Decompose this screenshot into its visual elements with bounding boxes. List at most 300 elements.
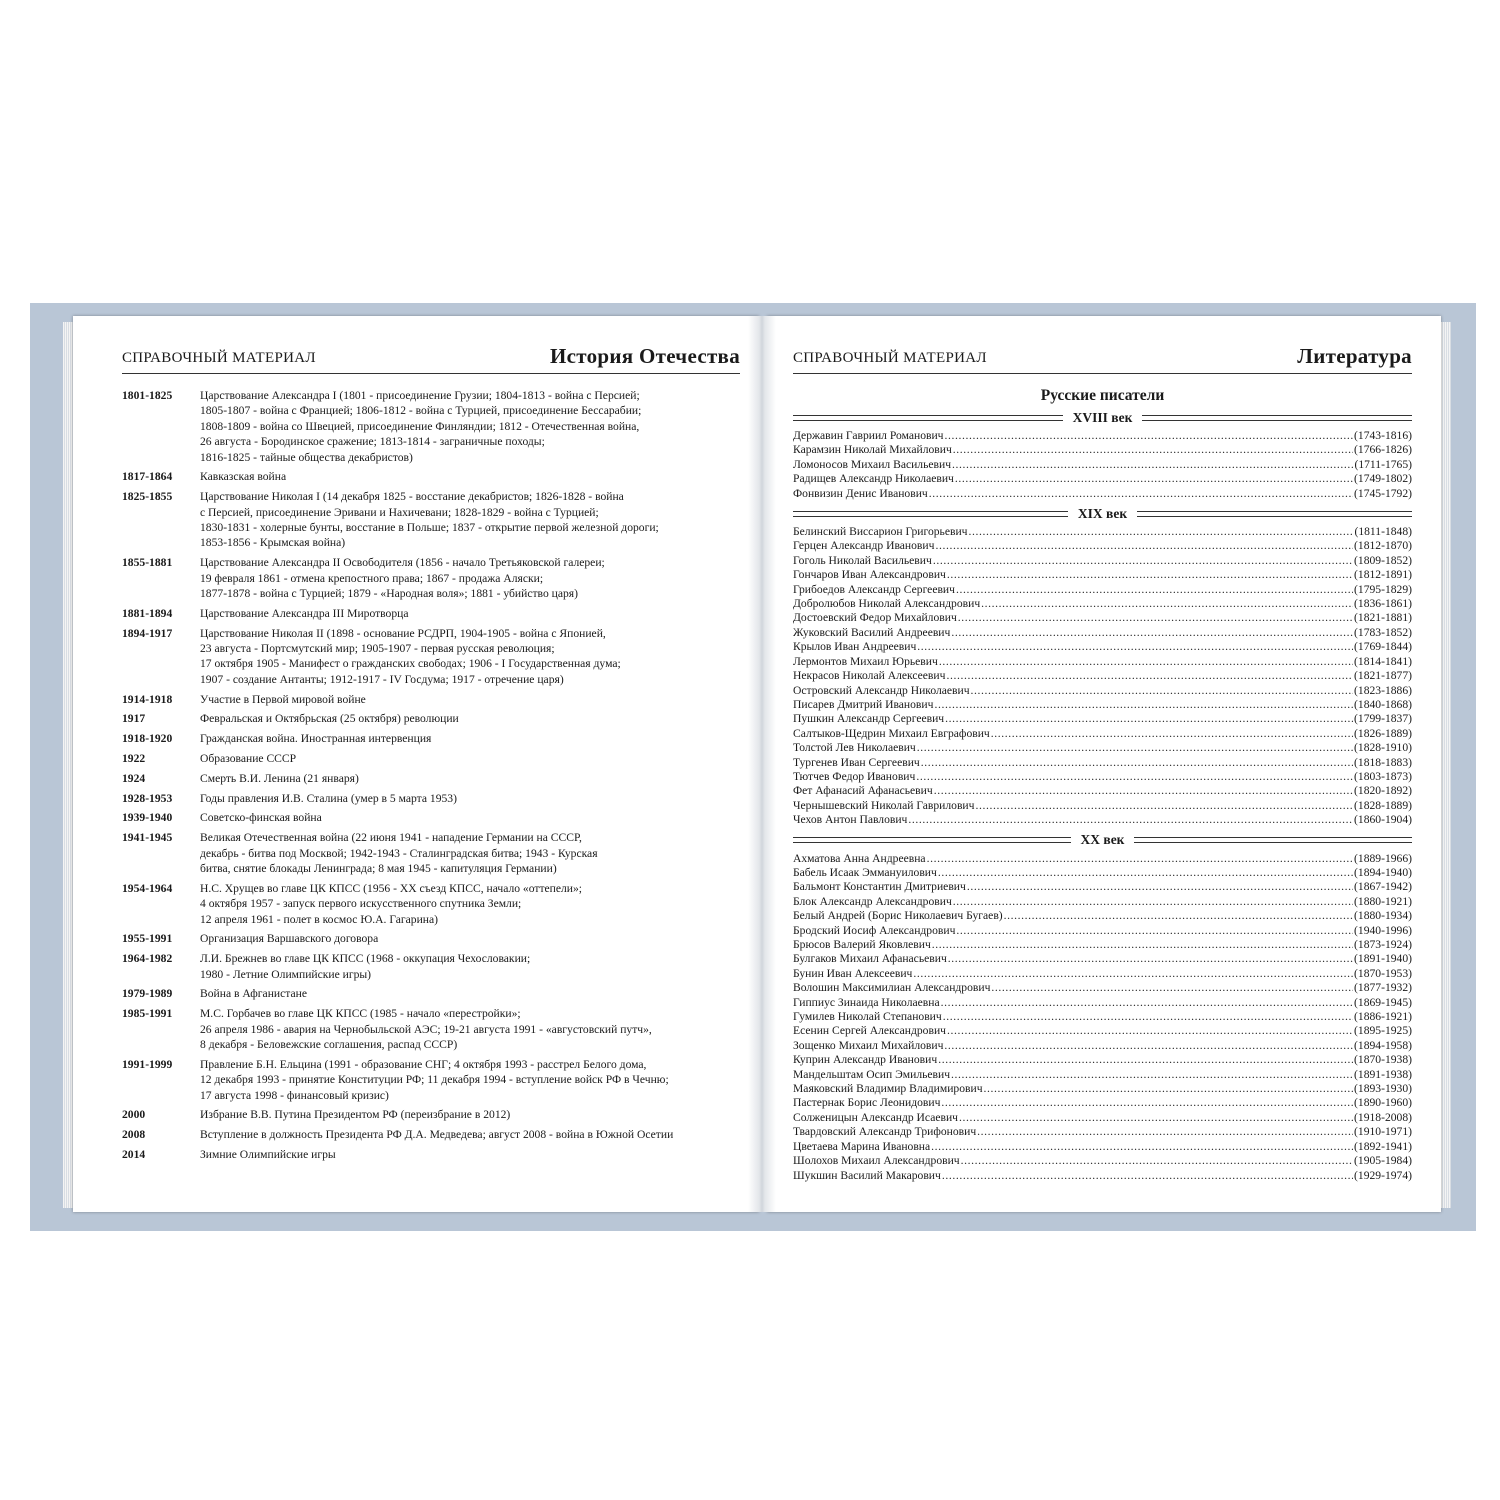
writer-entry xyxy=(793,539,1412,553)
timeline-description xyxy=(200,1057,742,1103)
writer-name: Маяковский Владимир Владимирович xyxy=(793,1082,983,1096)
writer-years: (1814-1841) xyxy=(1354,654,1412,668)
writer-years: (1870-1938) xyxy=(1354,1053,1412,1067)
century-label: XVIII век xyxy=(1072,409,1133,425)
timeline-description-line: Избрание В.В. Путина Президентом РФ (переизбрание в 2012) xyxy=(200,1108,511,1122)
timeline-description xyxy=(200,771,742,786)
dot-leader xyxy=(984,1082,1353,1096)
writer-name: Белинский Виссарион Григорьевич xyxy=(793,525,968,539)
writer-entry xyxy=(793,472,1412,486)
writer-entry xyxy=(793,799,1412,813)
dot-leader xyxy=(934,784,1353,798)
timeline-year: 1801-1825 xyxy=(122,389,173,402)
writer-entry xyxy=(793,813,1412,827)
writer-entry xyxy=(793,1053,1412,1067)
writer-name: Жуковский Василий Андреевич xyxy=(793,625,951,639)
writer-name: Бродский Иосиф Александрович xyxy=(793,923,956,937)
century-label: XX век xyxy=(1080,832,1125,848)
timeline-description-line: 17 октября 1905 - Манифест о гражданских свободах; 1906 - I Государственная дума; xyxy=(200,657,621,671)
dot-leader xyxy=(941,996,1353,1010)
dot-leader xyxy=(943,1010,1353,1024)
century-heading xyxy=(793,832,1412,849)
timeline-entry xyxy=(122,791,742,806)
timeline-description-line: Царствование Николая I (14 декабря 1825 - восстание декабристов; 1826-1828 - война xyxy=(200,490,624,504)
writer-years: (1818-1883) xyxy=(1354,755,1412,769)
timeline-entry xyxy=(122,771,742,786)
writer-name: Гиппиус Зинаида Николаевна xyxy=(793,995,940,1009)
dot-leader xyxy=(946,669,1353,683)
timeline-description-line: 12 декабря 1993 - принятие Конституции РФ; 11 декабря 1994 - вступление войск РФ в Чечню; xyxy=(200,1073,669,1087)
writer-name: Твардовский Александр Трифонович xyxy=(793,1125,977,1139)
writer-entry xyxy=(793,909,1412,923)
dot-leader xyxy=(948,952,1353,966)
timeline-description-line: 8 декабря - Беловежские соглашения, распад СССР) xyxy=(200,1038,458,1052)
writer-name: Тургенев Иван Сергеевич xyxy=(793,755,920,769)
writer-name: Гумилев Николай Степанович xyxy=(793,1010,942,1024)
writer-entry xyxy=(793,952,1412,966)
timeline-entry xyxy=(122,731,742,746)
timeline-description-line: 12 апреля 1961 - полет в космос Ю.А. Гагарина) xyxy=(200,912,439,926)
timeline-description-line: 1907 - создание Антанты; 1912-1917 - IV Госдума; 1917 - отречение царя) xyxy=(200,672,564,686)
writer-years: (1889-1966) xyxy=(1354,851,1412,865)
timeline-description xyxy=(200,626,742,688)
timeline-year: 1964-1982 xyxy=(122,952,173,966)
timeline-description-line: Л.И. Брежнев во главе ЦК КПСС (1968 - оккупация Чехословакии; xyxy=(200,952,531,966)
timeline-description xyxy=(200,751,742,766)
timeline-description-line: Организация Варшавского договора xyxy=(200,932,379,946)
timeline-year: 1917 xyxy=(122,712,146,726)
writer-years: (1905-1984) xyxy=(1354,1154,1412,1168)
timeline-description xyxy=(200,881,742,927)
writer-entry xyxy=(793,770,1412,784)
timeline-year: 1928-1953 xyxy=(122,791,173,805)
dot-leader xyxy=(944,1039,1353,1053)
writer-entry xyxy=(793,429,1412,443)
timeline-year: 2008 xyxy=(122,1128,146,1142)
writer-years: (1803-1873) xyxy=(1354,769,1412,783)
timeline-year: 1922 xyxy=(122,752,146,766)
timeline-entry xyxy=(122,1107,742,1122)
writer-name: Блок Александр Александрович xyxy=(793,894,952,908)
writer-entry xyxy=(793,712,1412,726)
timeline-description xyxy=(200,931,742,946)
timeline-description-line: Гражданская война. Иностранная интервенция xyxy=(200,732,432,746)
writer-years: (1895-1925) xyxy=(1354,1024,1412,1038)
dot-leader xyxy=(956,583,1353,597)
right-page-header xyxy=(793,343,1412,374)
writer-years: (1869-1945) xyxy=(1354,995,1412,1009)
timeline-description xyxy=(200,606,742,621)
writer-name: Салтыков-Щедрин Михаил Евграфович xyxy=(793,726,990,740)
writer-years: (1812-1891) xyxy=(1354,568,1412,582)
page-edges-right xyxy=(1441,322,1451,1208)
timeline-description xyxy=(200,489,742,551)
writer-years: (1940-1996) xyxy=(1354,923,1412,937)
timeline-entry xyxy=(122,692,742,707)
century-heading xyxy=(793,409,1412,426)
dot-leader xyxy=(961,1154,1353,1168)
heading-rule xyxy=(793,511,1068,517)
writer-entry xyxy=(793,1125,1412,1139)
timeline-description-line: 23 августа - Портсмутский мир; 1905-1907 - первая русская революция; xyxy=(200,642,555,656)
writer-years: (1929-1974) xyxy=(1354,1168,1412,1182)
timeline-entry xyxy=(122,1006,742,1052)
timeline-description-line: Царствование Николая II (1898 - основание РСДРП, 1904-1905 - война с Японией, xyxy=(200,626,606,640)
writer-years: (1894-1940) xyxy=(1354,865,1412,879)
dot-leader xyxy=(951,1068,1353,1082)
writer-entry xyxy=(793,1096,1412,1110)
dot-leader xyxy=(991,981,1353,995)
dot-leader xyxy=(939,655,1353,669)
timeline-description-line: 1853-1856 - Крымская война) xyxy=(200,536,346,550)
writer-name: Шукшин Василий Макарович xyxy=(793,1168,941,1182)
writer-years: (1743-1816) xyxy=(1354,429,1412,442)
heading-rule xyxy=(793,837,1071,843)
right-page-title: Литература xyxy=(1297,344,1412,368)
writer-years: (1867-1942) xyxy=(1354,880,1412,894)
writer-years: (1840-1868) xyxy=(1354,697,1412,711)
timeline-description-line: 17 августа 1998 - финансовый кризис) xyxy=(200,1088,389,1102)
writer-years: (1860-1904) xyxy=(1354,813,1412,827)
timeline-description xyxy=(200,711,742,726)
writer-entry xyxy=(793,1154,1412,1168)
timeline-description xyxy=(200,951,742,982)
writer-name: Пушкин Александр Сергеевич xyxy=(793,712,945,726)
writer-years: (1918-2008) xyxy=(1354,1110,1412,1124)
writer-entry xyxy=(793,756,1412,770)
writer-years: (1820-1892) xyxy=(1354,784,1412,798)
writer-name: Цветаева Марина Ивановна xyxy=(793,1139,931,1153)
writer-name: Карамзин Николай Михайлович xyxy=(793,443,952,457)
writer-years: (1826-1889) xyxy=(1354,726,1412,740)
writer-name: Грибоедов Александр Сергеевич xyxy=(793,582,955,596)
timeline-description-line: Образование СССР xyxy=(200,752,297,766)
timeline-description xyxy=(200,810,742,825)
dot-leader xyxy=(945,429,1354,443)
timeline-entry xyxy=(122,711,742,726)
writer-years: (1766-1826) xyxy=(1354,443,1412,457)
writer-years: (1749-1802) xyxy=(1354,472,1412,486)
writer-years: (1821-1877) xyxy=(1354,669,1412,683)
writer-years: (1880-1934) xyxy=(1354,909,1412,923)
page-edges-left xyxy=(63,322,73,1208)
timeline-entry xyxy=(122,1127,742,1142)
writer-name: Солженицын Александр Исаевич xyxy=(793,1110,959,1124)
writer-years: (1711-1765) xyxy=(1354,457,1412,471)
writer-entry xyxy=(793,554,1412,568)
writer-name: Писарев Дмитрий Иванович xyxy=(793,697,934,711)
timeline-description xyxy=(200,731,742,746)
writer-entry xyxy=(793,1039,1412,1053)
timeline-entry xyxy=(122,830,742,876)
writer-name: Зощенко Михаил Михайлович xyxy=(793,1038,944,1052)
writer-entry xyxy=(793,525,1412,539)
dot-leader xyxy=(938,1053,1353,1067)
timeline-year: 1954-1964 xyxy=(122,881,173,895)
writer-name: Добролюбов Николай Александрович xyxy=(793,597,981,611)
writer-entry xyxy=(793,1169,1412,1183)
timeline-description xyxy=(200,388,742,465)
writer-name: Булгаков Михаил Афанасьевич xyxy=(793,952,947,966)
dot-leader xyxy=(1004,909,1353,923)
writer-entry xyxy=(793,727,1412,741)
writer-entry xyxy=(793,487,1412,501)
writer-years: (1892-1941) xyxy=(1354,1139,1412,1153)
timeline-description-line: 1830-1831 - холерные бунты, восстание в Польше; 1837 - открытие первой железной дороги; xyxy=(200,521,659,535)
writer-entry xyxy=(793,967,1412,981)
timeline-description-line: 26 августа - Бородинское сражение; 1813-1814 - заграничные походы; xyxy=(200,435,545,449)
timeline-description-line: 1808-1809 - война со Швецией, присоединение Финляндии; 1812 - Отечественная война, xyxy=(200,419,640,433)
writer-years: (1812-1870) xyxy=(1354,539,1412,553)
writer-years: (1783-1852) xyxy=(1354,625,1412,639)
dot-leader xyxy=(953,443,1353,457)
writer-years: (1891-1940) xyxy=(1354,952,1412,966)
timeline-year: 1855-1881 xyxy=(122,556,173,570)
timeline-entry xyxy=(122,986,742,1001)
dot-leader xyxy=(931,1140,1353,1154)
dot-leader xyxy=(968,525,1353,539)
timeline-description xyxy=(200,1107,742,1122)
writer-years: (1769-1844) xyxy=(1354,640,1412,654)
writer-entry xyxy=(793,1068,1412,1082)
timeline-description xyxy=(200,555,742,601)
dot-leader xyxy=(981,597,1353,611)
writer-entry xyxy=(793,784,1412,798)
timeline-description-line: битва, снятие блокады Ленинграда; 8 мая 1945 - капитуляция Германии) xyxy=(200,862,557,876)
writer-entry xyxy=(793,698,1412,712)
timeline-description-line: Вступление в должность Президента РФ Д.А. Медведева; август 2008 - война в Южной Осетии xyxy=(200,1128,674,1142)
timeline-description xyxy=(200,1147,742,1162)
dot-leader xyxy=(927,852,1353,866)
timeline-year: 1914-1918 xyxy=(122,692,173,706)
writer-entry xyxy=(793,938,1412,952)
writer-name: Ахматова Анна Андреевна xyxy=(793,851,926,865)
writer-entry xyxy=(793,1082,1412,1096)
timeline-description-line: Февральская и Октябрьская (25 октября) революции xyxy=(200,712,459,726)
writer-name: Бальмонт Константин Дмитриевич xyxy=(793,880,966,894)
left-section-label: СПРАВОЧНЫЙ МАТЕРИАЛ xyxy=(122,350,316,366)
heading-rule xyxy=(793,415,1063,421)
timeline-description-line: Война в Афганистане xyxy=(200,987,307,1001)
writers-section-list xyxy=(793,852,1412,1183)
dot-leader xyxy=(934,698,1353,712)
writer-entry xyxy=(793,655,1412,669)
writer-entry xyxy=(793,852,1412,866)
writer-years: (1877-1932) xyxy=(1354,981,1412,995)
dot-leader xyxy=(916,770,1353,784)
writer-name: Гоголь Николай Васильевич xyxy=(793,553,932,567)
writer-entry xyxy=(793,626,1412,640)
timeline-year: 1918-1920 xyxy=(122,732,173,746)
dot-leader xyxy=(975,799,1353,813)
dot-leader xyxy=(941,1096,1353,1110)
writer-entry xyxy=(793,996,1412,1010)
writer-name: Чернышевский Николай Гаврилович xyxy=(793,798,975,812)
dot-leader xyxy=(913,967,1353,981)
writer-entry xyxy=(793,866,1412,880)
writer-entry xyxy=(793,458,1412,472)
writer-entry xyxy=(793,1024,1412,1038)
timeline-description-line: Годы правления И.В. Сталина (умер в 5 марта 1953) xyxy=(200,791,457,805)
dot-leader xyxy=(938,866,1353,880)
writer-name: Фет Афанасий Афанасьевич xyxy=(793,784,933,798)
timeline-description-line: 1816-1825 - тайные общества декабристов) xyxy=(200,450,413,464)
timeline-description-line: 4 октября 1957 - запуск первого искусственного спутника Земли; xyxy=(200,897,522,911)
writer-name: Бабель Исаак Эммануилович xyxy=(793,865,937,879)
timeline-year: 1825-1855 xyxy=(122,490,173,504)
timeline-description-line: 19 февраля 1861 - отмена крепостного права; 1867 - продажа Аляски; xyxy=(200,571,544,585)
writer-entry xyxy=(793,443,1412,457)
timeline-year: 1939-1940 xyxy=(122,811,173,825)
dot-leader xyxy=(942,1169,1353,1183)
writer-years: (1891-1938) xyxy=(1354,1067,1412,1081)
writer-years: (1910-1971) xyxy=(1354,1125,1412,1139)
timeline-description-line: Царствование Александра II Освободителя (1856 - начало Третьяковской галереи; xyxy=(200,556,605,570)
writer-name: Ломоносов Михаил Васильевич xyxy=(793,457,952,471)
book-gutter xyxy=(748,316,776,1212)
writer-entry xyxy=(793,895,1412,909)
writer-entry xyxy=(793,568,1412,582)
dot-leader xyxy=(971,684,1353,698)
writer-name: Чехов Антон Павлович xyxy=(793,813,908,827)
writer-years: (1836-1861) xyxy=(1354,597,1412,611)
writer-name: Пастернак Борис Леонидович xyxy=(793,1096,941,1110)
dot-leader xyxy=(921,756,1353,770)
timeline-description-line: Царствование Александра I (1801 - присоединение Грузии; 1804-1813 - война с Персией; xyxy=(200,389,640,402)
writer-name: Некрасов Николай Алексеевич xyxy=(793,669,946,683)
writer-years: (1745-1792) xyxy=(1354,486,1412,500)
timeline-description-line: декабрь - битва под Москвой; 1942-1943 - Сталинградская битва; 1943 - Курская xyxy=(200,846,598,860)
writer-entry xyxy=(793,611,1412,625)
dot-leader xyxy=(947,1024,1353,1038)
timeline-description-line: Смерть В.И. Ленина (21 января) xyxy=(200,771,359,785)
writer-name: Белый Андрей (Борис Николаевич Бугаев) xyxy=(793,909,1003,923)
dot-leader xyxy=(958,611,1353,625)
timeline-description-line: Кавказская война xyxy=(200,470,287,484)
left-page-header xyxy=(122,343,740,374)
timeline-year: 1955-1991 xyxy=(122,932,173,946)
writer-name: Тютчев Федор Иванович xyxy=(793,769,916,783)
dot-leader xyxy=(935,539,1353,553)
writer-name: Шолохов Михаил Александрович xyxy=(793,1154,960,1168)
timeline-entry xyxy=(122,489,742,551)
timeline-entry xyxy=(122,1147,742,1162)
timeline-year: 2000 xyxy=(122,1108,146,1122)
timeline-entry xyxy=(122,810,742,825)
dot-leader xyxy=(956,924,1353,938)
writer-entry xyxy=(793,669,1412,683)
timeline-entry xyxy=(122,1057,742,1103)
timeline-entry xyxy=(122,469,742,484)
dot-leader xyxy=(953,895,1353,909)
writer-entry xyxy=(793,880,1412,894)
writer-entry xyxy=(793,981,1412,995)
timeline-year: 1881-1894 xyxy=(122,606,173,620)
timeline-description-line: 1980 - Летние Олимпийские игры) xyxy=(200,967,372,981)
writers-section-list xyxy=(793,429,1412,501)
writer-years: (1873-1924) xyxy=(1354,938,1412,951)
writer-years: (1894-1958) xyxy=(1354,1038,1412,1052)
timeline-description-line: Н.С. Хрущев во главе ЦК КПСС (1956 - XX съезд КПСС, начало «оттепели»; xyxy=(200,881,583,895)
dot-leader xyxy=(955,472,1353,486)
timeline-description-line: Зимние Олимпийские игры xyxy=(200,1148,336,1162)
writer-years: (1811-1848) xyxy=(1354,525,1412,539)
writer-years: (1870-1953) xyxy=(1354,966,1412,980)
timeline-year: 1894-1917 xyxy=(122,626,173,640)
writer-years: (1886-1921) xyxy=(1354,1010,1412,1024)
writer-years: (1880-1921) xyxy=(1354,894,1412,908)
timeline-entry xyxy=(122,388,742,465)
writer-years: (1828-1889) xyxy=(1354,798,1412,812)
writer-name: Радищев Александр Николаевич xyxy=(793,472,954,486)
timeline-description xyxy=(200,830,742,876)
century-heading xyxy=(793,505,1412,522)
timeline-entry xyxy=(122,626,742,688)
timeline-description-line: Участие в Первой мировой войне xyxy=(200,692,366,706)
writer-years: (1828-1910) xyxy=(1354,741,1412,755)
writer-years: (1893-1930) xyxy=(1354,1082,1412,1096)
writer-name: Державин Гавриил Романович xyxy=(793,429,944,442)
writer-name: Островский Александр Николаевич xyxy=(793,683,970,697)
writer-years: (1809-1852) xyxy=(1354,553,1412,567)
dot-leader xyxy=(991,727,1353,741)
writer-name: Герцен Александр Иванович xyxy=(793,539,935,553)
timeline-description-line: 26 апреля 1986 - авария на Чернобыльской АЭС; 19-21 августа 1991 - «августовский путч», xyxy=(200,1022,652,1036)
dot-leader xyxy=(933,554,1353,568)
dot-leader xyxy=(929,487,1353,501)
writer-years: (1795-1829) xyxy=(1354,582,1412,596)
timeline-entry xyxy=(122,555,742,601)
timeline-description-line: Великая Отечественная война (22 июня 1941 - нападение Германии на СССР, xyxy=(200,831,582,845)
writer-entry xyxy=(793,741,1412,755)
writers-subtitle: Русские писатели xyxy=(1040,387,1165,404)
timeline-description xyxy=(200,1006,742,1052)
dot-leader xyxy=(952,458,1353,472)
writer-years: (1799-1837) xyxy=(1354,712,1412,726)
writer-name: Волошин Максимилиан Александрович xyxy=(793,981,991,995)
writer-name: Брюсов Валерий Яковлевич xyxy=(793,938,931,951)
timeline-year: 1924 xyxy=(122,771,146,785)
writer-years: (1890-1960) xyxy=(1354,1096,1412,1110)
right-section-label: СПРАВОЧНЫЙ МАТЕРИАЛ xyxy=(793,350,987,366)
timeline-description xyxy=(200,791,742,806)
writer-name: Фонвизин Денис Иванович xyxy=(793,486,928,500)
timeline-year: 1979-1989 xyxy=(122,987,173,1001)
writer-years: (1823-1886) xyxy=(1354,683,1412,697)
heading-rule xyxy=(1137,511,1412,517)
writer-entry xyxy=(793,640,1412,654)
dot-leader xyxy=(945,712,1353,726)
writer-name: Куприн Александр Иванович xyxy=(793,1053,938,1067)
writer-entry xyxy=(793,583,1412,597)
dot-leader xyxy=(959,1111,1353,1125)
timeline-description-line: 1877-1878 - война с Турцией; 1879 - «Народная воля»; 1881 - убийство царя) xyxy=(200,587,578,601)
writer-name: Достоевский Федор Михайлович xyxy=(793,611,957,625)
writer-name: Гончаров Иван Александрович xyxy=(793,568,946,582)
writer-name: Есенин Сергей Александрович xyxy=(793,1024,946,1038)
writer-entry xyxy=(793,1140,1412,1154)
writer-name: Бунин Иван Алексеевич xyxy=(793,966,913,980)
dot-leader xyxy=(917,741,1353,755)
dot-leader xyxy=(932,938,1353,952)
timeline-description xyxy=(200,986,742,1001)
heading-rule xyxy=(1134,837,1412,843)
timeline-description-line: М.С. Горбачев во главе ЦК КПСС (1985 - начало «перестройки»; xyxy=(200,1007,521,1021)
writer-entry xyxy=(793,597,1412,611)
timeline-description-line: Царствование Александра III Миротворца xyxy=(200,606,409,620)
timeline-description xyxy=(200,692,742,707)
timeline-entry xyxy=(122,881,742,927)
